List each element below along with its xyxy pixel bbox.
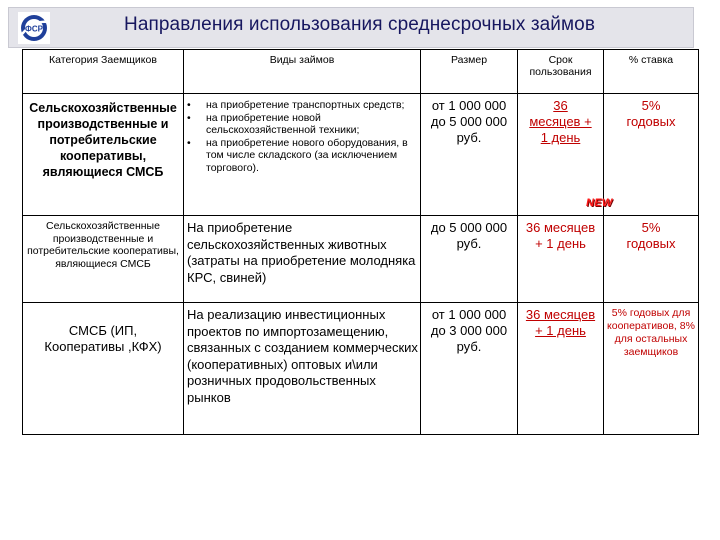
header-size: Размер: [421, 50, 518, 94]
row3-size: от 1 000 000 до 3 000 000 руб.: [430, 307, 508, 354]
row3-category: СМСБ (ИП, Кооперативы ,КФХ): [44, 323, 162, 354]
row1-category: Сельскохозяйственные производственные и потребительские кооперативы, являющиеся СМСБ: [29, 101, 177, 179]
header-loan-types: Виды займов: [184, 50, 421, 94]
header-term: Срок пользования: [518, 50, 604, 94]
new-badge: NEW: [586, 197, 613, 209]
row1-loan-list: [184, 99, 420, 174]
row2-term: 36 месяцев + 1 день: [525, 220, 596, 251]
loans-table: [22, 49, 699, 435]
table-row: [23, 216, 699, 303]
fsr-logo-icon: [18, 12, 50, 44]
row3-loan: На реализацию инвестиционных проектов по импортозамещению, связанных с созданием коммерческих (кооперативных) оптовых и\или розничных продовольственных рынков: [187, 307, 418, 405]
row2-category: Сельскохозяйственные производственные и потребительские кооперативы, являющиеся СМСБ: [27, 220, 179, 270]
row1-term: 36 месяцев + 1 день: [529, 98, 592, 145]
row3-term: 36 месяцев + 1 день: [525, 307, 596, 338]
header-rate: % ставка: [604, 50, 699, 94]
header-category: Категория Заемщиков: [23, 50, 184, 94]
list-item: • на приобретение транспортных средств;: [206, 99, 420, 112]
row1-size: от 1 000 000 до 5 000 000 руб.: [430, 98, 508, 145]
list-item: • на приобретение новой сельскохозяйственной техники;: [206, 112, 420, 137]
title-bar: [8, 7, 694, 48]
table-header-row: [23, 50, 699, 94]
row2-size: до 5 000 000 руб.: [430, 220, 508, 251]
row3-rate-a: 5% годовых для кооперативов,: [607, 307, 691, 332]
page-title: Направления использования среднесрочных займов: [124, 14, 596, 35]
row2-rate: 5% годовых: [626, 220, 676, 251]
row2-loan: На приобретение сельскохозяйственных животных (затраты на приобретение молодняка КРС, свиней): [187, 220, 416, 285]
table-row: [23, 303, 699, 435]
list-item: • на приобретение нового оборудования, в том числе складского (за исключением торгового).: [206, 137, 420, 175]
logo-text: ФСР: [25, 24, 43, 34]
row3-rate-b: 8% для остальных заемщиков: [614, 320, 695, 358]
row1-rate: 5% годовых: [626, 98, 676, 129]
